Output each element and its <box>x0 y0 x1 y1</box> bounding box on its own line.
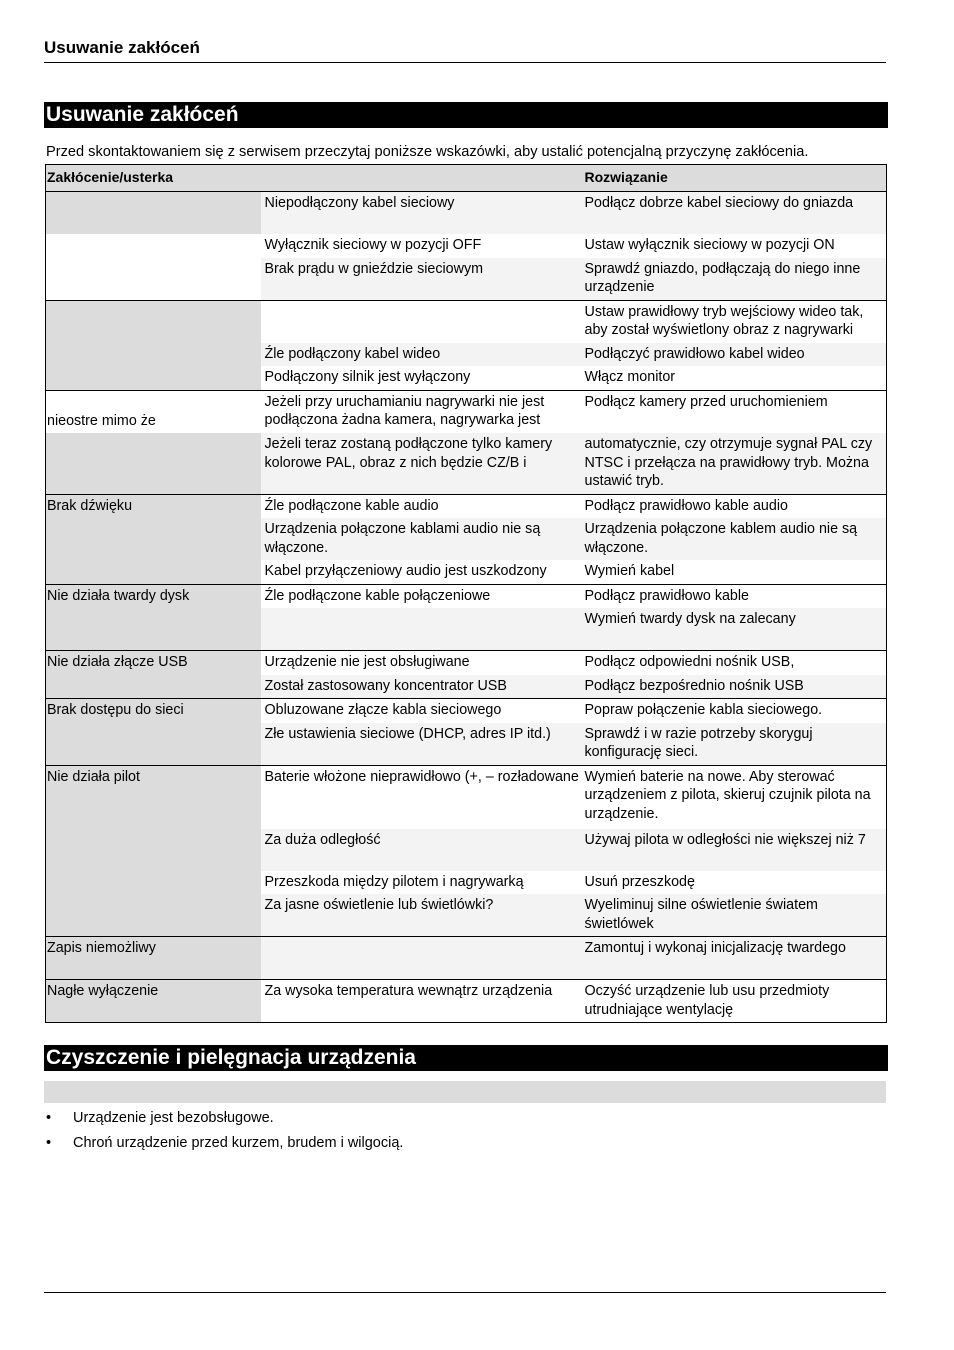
fault-cell <box>46 723 261 766</box>
solution-cell: Wymień kabel <box>581 560 887 584</box>
solution-cell: Ustaw wyłącznik sieciowy w pozycji ON <box>581 234 887 258</box>
cause-cell: Brak prądu w gnieździe sieciowym <box>261 258 581 301</box>
solution-cell: Zamontuj i wykonaj inicjalizację twardego <box>581 937 887 980</box>
table-row <box>46 258 887 301</box>
header-rule <box>44 62 886 63</box>
solution-cell: Wymień baterie na nowe. Aby sterować urządzeniem z pilota, skieruj czujnik pilota na urządzenie. <box>581 765 887 829</box>
fault-cell <box>46 366 261 390</box>
solution-cell: Włącz monitor <box>581 366 887 390</box>
cause-cell: Źle podłączony kabel wideo <box>261 343 581 367</box>
running-header-title: Usuwanie zakłóceń <box>44 38 200 57</box>
solution-cell: Ustaw prawidłowy tryb wejściowy wideo tak, aby został wyświetlony obraz z nagrywarki <box>581 300 887 343</box>
table-row <box>46 192 887 235</box>
cause-cell: Za duża odległość <box>261 829 581 871</box>
table-row <box>46 765 887 829</box>
fault-cell <box>46 300 261 343</box>
solution-cell: Podłącz prawidłowo kable audio <box>581 494 887 518</box>
fault-cell: nieostre mimo że <box>46 390 261 433</box>
cause-cell: Za wysoka temperatura wewnątrz urządzenia <box>261 980 581 1023</box>
table-header-row <box>46 165 887 192</box>
solution-cell: Wyeliminuj silne oświetlenie światem świetlówek <box>581 894 887 937</box>
fault-cell: Zapis niemożliwy <box>46 937 261 980</box>
section-title-cleaning: Czyszczenie i pielęgnacja urządzenia <box>44 1045 888 1071</box>
cause-cell: Obluzowane złącze kabla sieciowego <box>261 699 581 723</box>
fault-cell: Nie działa pilot <box>46 765 261 829</box>
bullet-icon: • <box>46 1135 52 1151</box>
cause-cell: Przeszkoda między pilotem i nagrywarką <box>264 873 524 890</box>
cause-cell: Jeżeli przy uruchamianiu nagrywarki nie jest podłączona żadna kamera, nagrywarka jest <box>261 390 581 433</box>
solution-cell: Oczyść urządzenie lub usu przedmioty utrudniające wentylację <box>581 980 887 1023</box>
solution-cell: Urządzenia połączone kablem audio nie są włączone. <box>581 518 887 560</box>
fault-cell: Brak dźwięku <box>46 494 261 518</box>
table-row <box>46 871 887 895</box>
footer-rule <box>44 1292 886 1293</box>
list-item <box>44 1131 403 1156</box>
table-row <box>46 937 887 980</box>
solution-cell: Podłącz bezpośrednio nośnik USB <box>581 675 887 699</box>
fault-cell: Brak dostępu do sieci <box>46 699 261 723</box>
care-bullet-list <box>44 1106 403 1156</box>
cause-cell: Urządzenia połączone kablami audio nie są włączone. <box>261 518 581 560</box>
fault-cell <box>46 518 261 560</box>
table-row <box>46 433 887 494</box>
fault-cell <box>46 343 261 367</box>
table-row <box>46 366 887 390</box>
cause-cell <box>261 300 581 343</box>
fault-cell: Nie działa złącze USB <box>46 651 261 675</box>
cause-cell: Za jasne oświetlenie lub świetlówki? <box>261 894 581 937</box>
table-row <box>46 494 887 518</box>
table-header-fault: Zakłócenie/usterka <box>46 165 261 192</box>
solution-cell: Usuń przeszkodę <box>581 871 887 895</box>
fault-cell <box>46 608 261 651</box>
bullet-icon: • <box>46 1110 52 1126</box>
table-row <box>46 980 887 1023</box>
solution-cell: Popraw połączenie kabla sieciowego. <box>581 699 887 723</box>
cause-cell: Został zastosowany koncentrator USB <box>261 675 581 699</box>
intro-paragraph: Przed skontaktowaniem się z serwisem przeczytaj poniższe wskazówki, aby ustalić potencjalną przyczynę zakłócenia. <box>46 144 809 160</box>
solution-cell: Sprawdź gniazdo, podłączają do niego inne urządzenie <box>581 258 887 301</box>
table-row <box>46 300 887 343</box>
fault-cell <box>46 234 261 258</box>
cause-cell: Złe ustawienia sieciowe (DHCP, adres IP itd.) <box>261 723 581 766</box>
table-row <box>46 608 887 651</box>
cause-cell: Baterie włożone nieprawidłowo (+, – rozładowane <box>261 765 581 829</box>
table-row <box>46 584 887 608</box>
solution-cell: Używaj pilota w odległości nie większej niż 7 <box>581 829 887 871</box>
cause-cell: Urządzenie nie jest obsługiwane <box>261 651 581 675</box>
solution-cell: Podłącz kamery przed uruchomieniem <box>581 390 887 433</box>
solution-cell: Podłączyć prawidłowo kabel wideo <box>581 343 887 367</box>
troubleshooting-table <box>45 164 887 1023</box>
cause-cell: Jeżeli teraz zostaną podłączone tylko kamery kolorowe PAL, obraz z nich będzie CZ/B i <box>261 433 581 494</box>
subheading-bar <box>44 1081 886 1103</box>
cause-cell: Podłączony silnik jest wyłączony <box>264 369 471 385</box>
fault-cell <box>46 871 261 895</box>
table-row <box>46 651 887 675</box>
section-title-troubleshooting: Usuwanie zakłóceń <box>44 102 888 128</box>
table-row <box>46 894 887 937</box>
fault-cell <box>46 675 261 699</box>
fault-cell <box>46 560 261 584</box>
solution-cell: Sprawdź i w razie potrzeby skoryguj konfigurację sieci. <box>581 723 887 766</box>
solution-cell: automatycznie, czy otrzymuje sygnał PAL czy NTSC i przełącza na prawidłowy tryb. Można ustawić tryb. <box>581 433 887 494</box>
cause-cell <box>261 608 581 651</box>
fault-cell <box>46 829 261 871</box>
solution-cell: Podłącz prawidłowo kable <box>581 584 887 608</box>
solution-cell: Podłącz dobrze kabel sieciowy do gniazda <box>581 192 887 235</box>
solution-cell: Podłącz odpowiedni nośnik USB, <box>581 651 887 675</box>
cause-cell: Źle podłączone kable audio <box>261 494 581 518</box>
cause-cell: Źle podłączone kable połączeniowe <box>261 584 581 608</box>
cause-cell: Kabel przyłączeniowy audio jest uszkodzony <box>264 563 547 579</box>
list-item-text: Chroń urządzenie przed kurzem, brudem i wilgocią. <box>73 1135 404 1151</box>
table-header-solution: Rozwiązanie <box>581 165 887 192</box>
fault-cell <box>46 433 261 494</box>
cause-cell: Wyłącznik sieciowy w pozycji OFF <box>264 237 482 253</box>
table-row <box>46 518 887 560</box>
table-row <box>46 234 887 258</box>
table-header-cause <box>261 165 581 192</box>
table-row <box>46 699 887 723</box>
table-row <box>46 829 887 871</box>
solution-cell: Wymień twardy dysk na zalecany <box>581 608 887 651</box>
fault-cell <box>46 258 261 301</box>
table-row <box>46 560 887 584</box>
table-row <box>46 675 887 699</box>
table-row <box>46 343 887 367</box>
table-row <box>46 723 887 766</box>
fault-cell: Nie działa twardy dysk <box>46 584 261 608</box>
fault-cell <box>46 894 261 937</box>
fault-cell: Nagłe wyłączenie <box>46 980 261 1023</box>
cause-cell: Niepodłączony kabel sieciowy <box>261 192 581 235</box>
fault-cell <box>46 192 261 235</box>
table-row <box>46 390 887 433</box>
list-item-text: Urządzenie jest bezobsługowe. <box>73 1110 274 1126</box>
cause-cell <box>261 937 581 980</box>
list-item <box>44 1106 403 1131</box>
